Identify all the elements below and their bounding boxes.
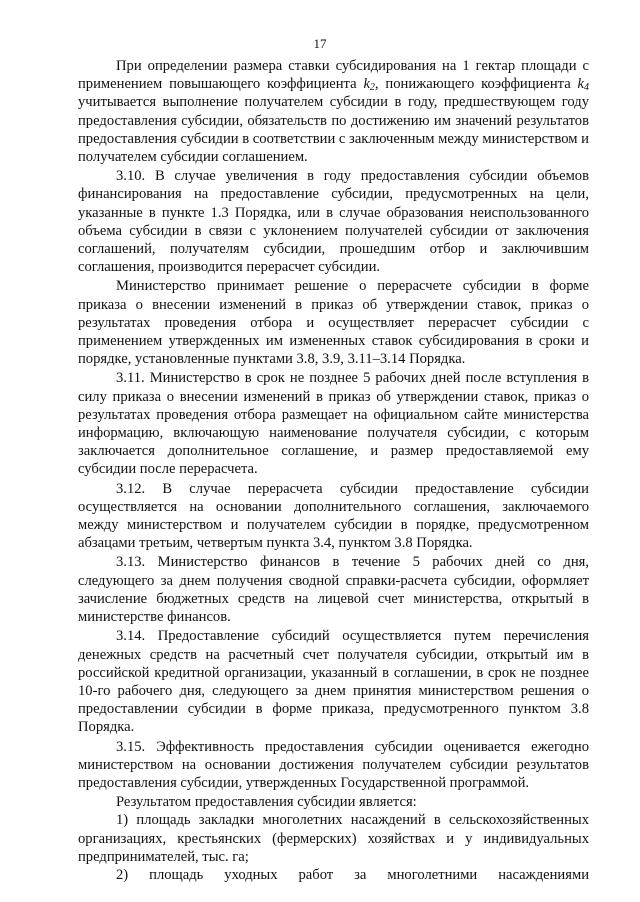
coefficient-k4: $k_4$ — [577, 76, 590, 94]
list-item-2: 2) площадь уходных работ за многолетними насаждениями — [116, 866, 589, 883]
paragraph-3-13: 3.13. Министерство финансов в течение 5 рабочих дней со дня, следующего за днем получения сводной справки-расчета субсидии, оформляет зачисление бюджетных средств на лицевой счет министерства, открытый в министерстве финансов. — [78, 554, 589, 626]
paragraph-3-11: 3.11. Министерство в срок не позднее 5 рабочих дней после вступления в силу приказа о внесении изменений в приказ об утверждении ставок, приказ о результатах проведения отбора размещает на официальном сайте министерства информацию, включающую наименование получателя субсидии, с которым заключается дополнительное соглашение, и размер предоставляемой ему субсидии после перерасчета. — [78, 370, 589, 478]
list-item-1: 1) площадь закладки многолетних насаждений в сельскохозяйственных организациях, крестьянских (фермерских) хозяйствах и у индивидуальных предпринимателей, тыс. га; — [78, 812, 589, 865]
paragraph-coefficients-part-3: учитывается выполнение получателем субсидии в году, предшествующем году предоставления субсидии, обязательств по достижению им значений результатов предоставления субсидии в соответствии с заключенным между министерством и получателем субсидии соглашением. — [78, 94, 589, 166]
page-number: 17 — [313, 36, 327, 51]
document-body — [78, 57, 589, 884]
paragraph-3-10: 3.10. В случае увеличения в году предоставления субсидии объемов финансирования на предоставление субсидии, предусмотренных на цели, указанные в пункте 1.3 Порядка, или в случае образования неиспользованного объема субсидии в связи с уклонением получателей субсидии от заключения соглашений, получателям субсидии, прошедшим отбор и заключившим соглашения, производится перерасчет субсидии. — [78, 168, 589, 276]
paragraph-coefficients-part-2: , понижающего коэффициента — [374, 76, 578, 93]
paragraph-3-15: 3.15. Эффективность предоставления субсидии оценивается ежегодно министерством на основании достижения получателем субсидии результатов предоставления субсидии, утвержденных Государственной программой. — [78, 738, 589, 791]
paragraph-coefficients-part-1: При определении размера ставки субсидирования на 1 гектар площади с применением повышающего коэффициента — [78, 58, 589, 93]
paragraph-coefficients — [78, 57, 589, 166]
paragraph-recalculation-decision: Министерство принимает решение о перерасчете субсидии в форме приказа о внесении изменений в приказ об утверждении ставок, приказ о результатах проведения отбора и осуществляет перерасчет субсидии с применением утвержденных им измененных ставок субсидирования в сроки и порядке, установленные пунктами 3.8, 3.9, 3.11–3.14 Порядка. — [78, 278, 589, 368]
coefficient-k2: $k_2$ — [363, 76, 375, 94]
paragraph-3-14: 3.14. Предоставление субсидий осуществляется путем перечисления денежных средств на расчетный счет получателя субсидии, открытый им в российской кредитной организации, указанный в соглашении, в срок не позднее 10-го рабочего дня, следующего за днем принятия министерством решения о предоставлении субсидии в форме приказа, предусмотренного пунктом 3.8 Порядка. — [78, 628, 589, 736]
paragraph-3-12: 3.12. В случае перерасчета субсидии предоставление субсидии осуществляется на основании дополнительного соглашения, заключаемого между министерством и получателем субсидии в порядке, предусмотренном абзацами третьим, четвертым пункта 3.4, пунктом 3.8 Порядка. — [78, 480, 589, 552]
paragraph-result-intro: Результатом предоставления субсидии является: — [116, 794, 417, 811]
